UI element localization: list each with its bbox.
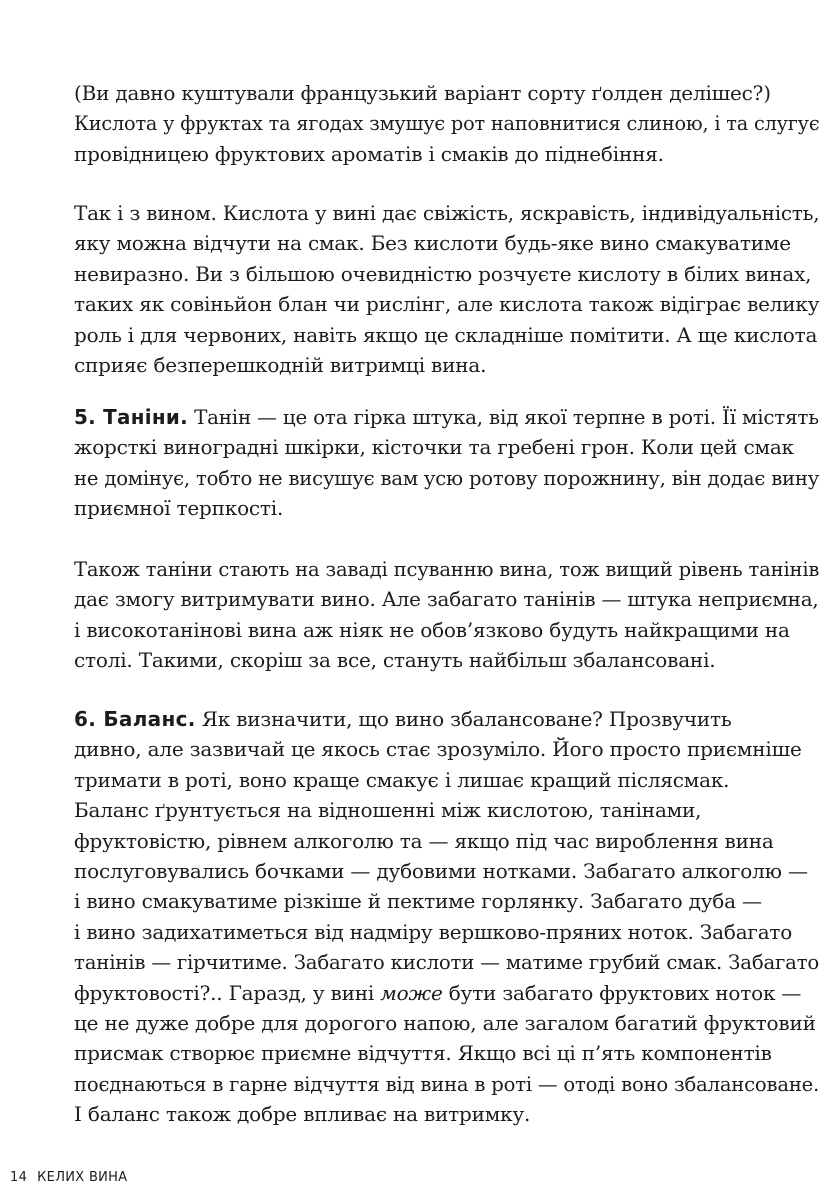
- text-line: фруктовістю, рівнем алкоголю та — якщо під час вироблення вина: [74, 828, 774, 853]
- text-line: і високотанінові вина аж ніяк не обов’язково будуть найкращими на: [74, 617, 790, 642]
- paragraph-acidity: [74, 198, 820, 380]
- text-line: невиразно. Ви з більшою очевидністю розчуєте кислоту в білих винах,: [74, 261, 812, 286]
- page-footer: [10, 1170, 137, 1185]
- section-heading-tannins: 5. Таніни.: [74, 405, 188, 429]
- text-run: Як визначити, що вино збалансоване? Прозвучить: [195, 707, 732, 731]
- section-heading-balance: 6. Баланс.: [74, 707, 196, 731]
- section-balance: [74, 704, 820, 1129]
- text-line: це не дуже добре для дорогого напою, але загалом багатий фруктовий: [74, 1010, 816, 1035]
- paragraph-apples: [74, 78, 820, 169]
- page-number: 14: [10, 1170, 28, 1185]
- text-line: жорсткі виноградні шкірки, кісточки та гребені грон. Коли цей смак: [74, 435, 794, 460]
- text-line: Також таніни стають на заваді псуванню вина, тож вищий рівень танінів: [74, 557, 820, 581]
- text-line: столі. Такими, скоріш за все, стануть найбільш збалансовані.: [74, 648, 716, 673]
- paragraph-tannin-aging: [74, 554, 820, 676]
- text-line: танінів — гірчитиме. Забагато кислоти — матиме грубий смак. Забагато: [74, 950, 820, 975]
- text-line: сприяє безперешкодній витримці вина.: [74, 352, 487, 377]
- text-line: [74, 704, 814, 734]
- text-line: не домінує, тобто не висушує вам усю ротову порожнину, він додає вину: [74, 465, 820, 490]
- text-line: присмак створює приємне відчуття. Якщо всі ці п’ять компонентів: [74, 1041, 772, 1066]
- text-line: і вино задихатиметься від надміру вершково-пряних ноток. Забагато: [74, 919, 793, 944]
- text-line: Баланс ґрунтується на відношенні між кислотою, танінами,: [74, 798, 702, 823]
- text-line: [74, 978, 814, 1008]
- emphasized-word: може: [380, 980, 443, 1005]
- text-line: дивно, але зазвичай це якось стає зрозуміло. Його просто приємніше: [74, 737, 802, 762]
- running-title: КЕЛИХ ВИНА: [37, 1170, 128, 1185]
- text-line: таких як совіньйон блан чи рислінг, але кислота також відіграє велику: [74, 292, 820, 317]
- text-line: [74, 402, 819, 432]
- text-line: провідницею фруктових ароматів і смаків до піднебіння.: [74, 141, 664, 166]
- text-line: приємної терпкості.: [74, 496, 284, 521]
- text-line: поєднаються в гарне відчуття від вина в роті — отоді воно збалансоване.: [74, 1071, 820, 1096]
- text-line: дає змогу витримувати вино. Але забагато танінів — штука неприємна,: [74, 587, 819, 612]
- text-line: І баланс також добре впливає на витримку.: [74, 1102, 531, 1127]
- text-line: (Ви давно куштували французький варіант сорту ґолден делішес?): [74, 81, 771, 105]
- text-run: фруктовості?.. Гаразд, у вині: [74, 980, 381, 1005]
- text-line: і вино смакуватиме різкіше й пектиме горлянку. Забагато дуба —: [74, 889, 762, 914]
- text-run: Танін — це ота гірка штука, від якої терпне в роті. Її містять: [187, 405, 819, 429]
- section-tannins: [74, 402, 820, 524]
- text-line: роль і для червоних, навіть якщо це складніше помітити. А ще кислота: [74, 322, 818, 347]
- text-run: бути забагато фруктових ноток —: [442, 980, 802, 1005]
- text-line: послуговувались бочками — дубовими нотками. Забагато алкоголю —: [74, 858, 808, 883]
- text-line: тримати в роті, воно краще смакує і лишає кращий післясмак.: [74, 767, 730, 792]
- text-line: Кислота у фруктах та ягодах змушує рот наповнитися слиною, і та слугує: [74, 111, 820, 136]
- text-line: Так і з вином. Кислота у вині дає свіжість, яскравість, індивідуальність,: [74, 201, 820, 225]
- text-line: яку можна відчути на смак. Без кислоти будь-яке вино смакуватиме: [74, 231, 791, 256]
